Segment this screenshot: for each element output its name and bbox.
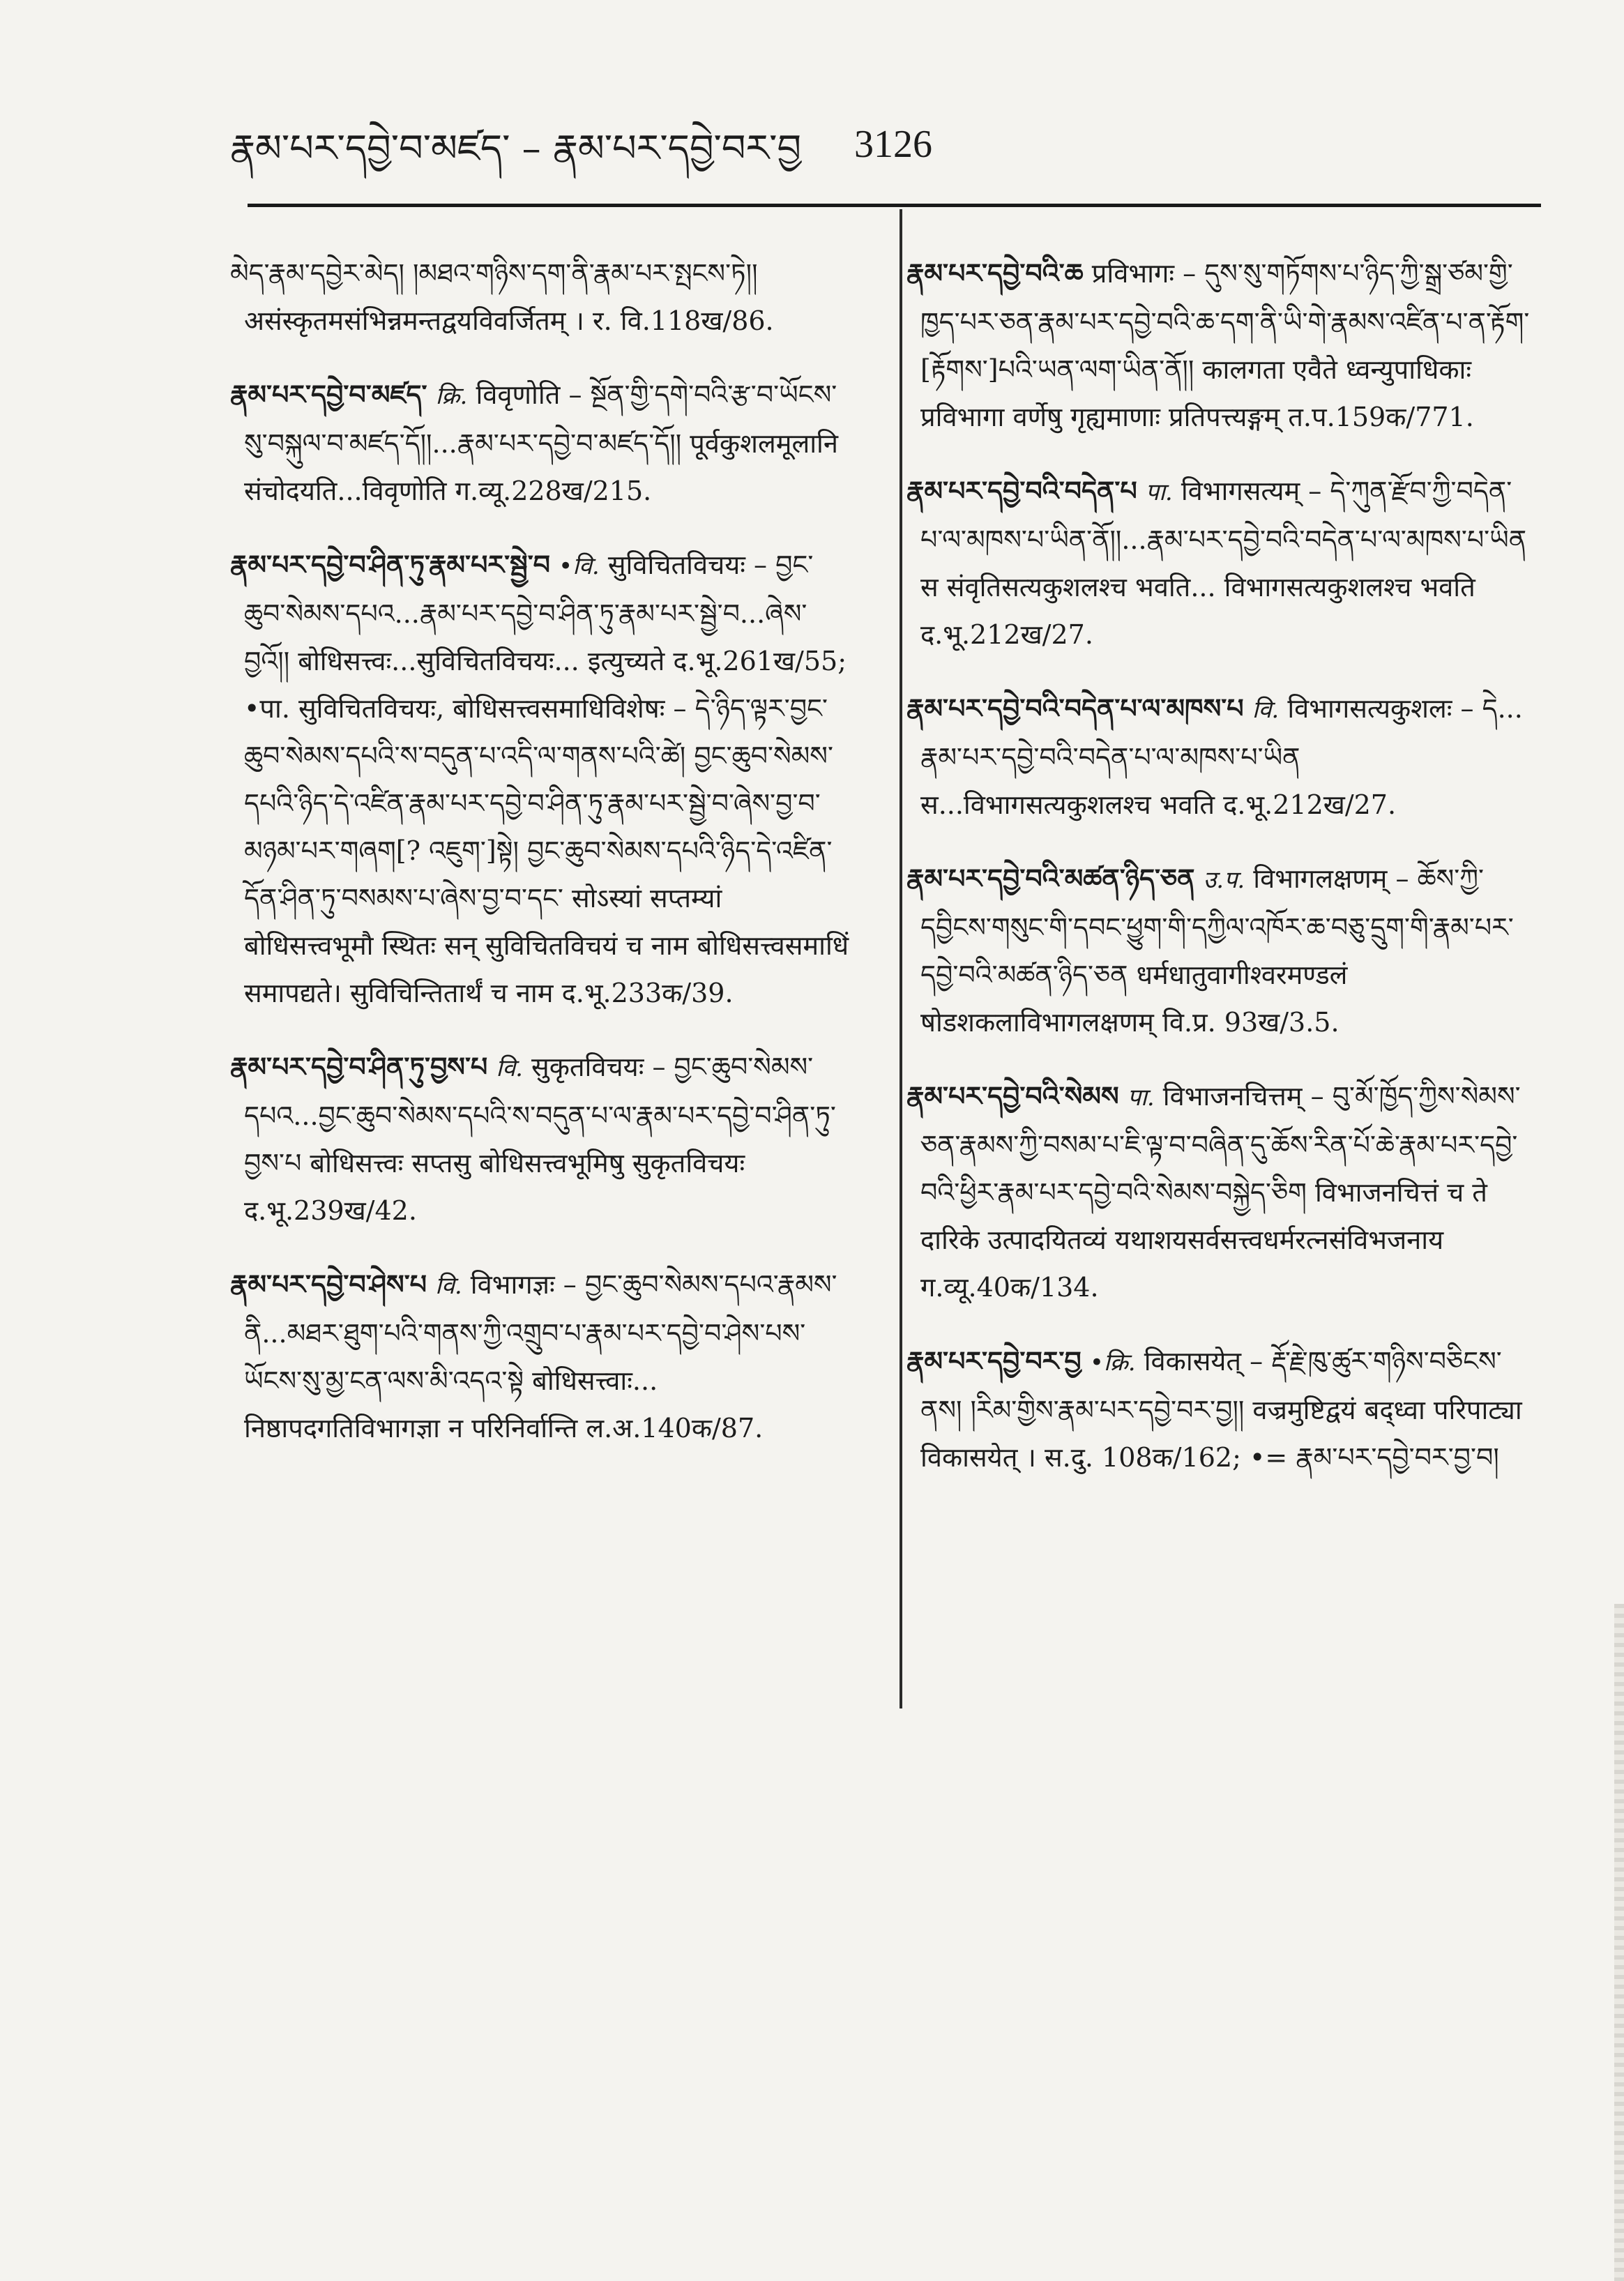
entry-headword: རྣམ་པར་དབྱེ་བ་མཛད་ [230, 379, 427, 410]
entry-grammar: पा. [1127, 1084, 1155, 1112]
entry-text: सुविचितविचयः – བྱང་ཆུབ་སེམས་དཔའ...རྣམ་པར་དབྱེ་བ་ཤིན་ཏུ་རྣམ་པར་སྦྱེ་བ...ཞེས་བྱའོ།། बोधिसत्त्वः...सुविचितविचयः... इत्युच्यते द.भू.261ख/55; •पा. सुविचितविचयः, बोधिसत्त्वसमाधिविशेषः – དེ་ཉིད་ལྟར་བྱང་ཆུབ་སེམས་དཔའི་ས་བདུན་པ་འདི་ལ་གནས་པའི་ཚེ། བྱང་ཆུབ་སེམས་དཔའི་ཉིད་དེ་འཛིན་རྣམ་པར་དབྱེ་བ་ཤིན་ཏུ་རྣམ་པར་སྦྱེ་བ་ཞེས་བྱ་བ་མཉམ་པར་གཞག[? འཇུག་]སྟེ། བྱང་ཆུབ་སེམས་དཔའི་ཉིད་དེ་འཛིན་དོན་ཤིན་ཏུ་བསམས་པ་ཞེས་བྱ་བ་དང་ सोऽस्यां सप्तम्यां बोधिसत्त्वभूमौ स्थितः सन् सुविचितविचयं च नाम बोधिसत्त्वसमाधिं समापद्यते। सुविचिन्तितार्थं च नाम द.भू.233क/39. [244, 550, 849, 1008]
entry-headword: རྣམ་པར་དབྱེ་བ་ཤིན་ཏུ་རྣམ་པར་སྦྱེ་བ [230, 550, 551, 580]
dictionary-entry [230, 1261, 851, 1452]
scan-edge [1614, 1604, 1624, 2281]
header-rule [248, 204, 1541, 207]
dictionary-entry [230, 371, 851, 515]
entry-text: प्रविभागः – དུས་སུ་གཏོགས་པ་ཉིད་ཀྱི་སྒྲ་ཙམ་གྱི་ཁྱད་པར་ཅན་རྣམ་པར་དབྱེ་བའི་ཆ་དག་ནི་ཡི་གེ་རྣམས་འཛིན་པ་ན་རྟོག་[རྟོགས་]པའི་ཡན་ལག་ཡིན་ནོ།། कालगता एवैते ध्वन्युपाधिकाः प्रविभागा वर्णेषु गृह्यमाणाः प्रतिपत्त्यङ्गम् त.प.159क/771. [920, 258, 1530, 432]
entry-headword: རྣམ་པར་དབྱེ་བའི་མཚན་ཉིད་ཅན [906, 863, 1195, 894]
entry-grammar: वि. [1252, 696, 1280, 724]
entry-text: सुकृतविचयः – བྱང་ཆུབ་སེམས་དཔའ...བྱང་ཆུབ་སེམས་དཔའི་ས་བདུན་པ་ལ་རྣམ་པར་དབྱེ་བ་ཤིན་ཏུ་བྱས་པ बोधिसत्त्वः सप्तसु बोधिसत्त्वभूमिषु सुकृतविचयः द.भू.239ख/42. [244, 1052, 836, 1226]
entry-text: विभाजनचित्तम् – བུ་མོ་ཁྱོད་ཀྱིས་སེམས་ཅན་རྣམས་ཀྱི་བསམ་པ་ཇི་ལྟ་བ་བཞིན་དུ་ཆོས་རིན་པོ་ཆེ་རྣམ་པར་དབྱེ་བའི་ཕྱིར་རྣམ་པར་དབྱེ་བའི་སེམས་བསྐྱེད་ཅིག विभाजनचित्तं च ते दारिके उत्पादयितव्यं यथाशयसर्वसत्त्वधर्मरत्नसंविभजनाय ग.व्यू.40क/134. [920, 1081, 1521, 1303]
dictionary-entry [230, 1043, 851, 1234]
entry-headword: རྣམ་པར་དབྱེ་བའི་བདེན་པ [906, 476, 1137, 506]
dictionary-entry [906, 1337, 1534, 1481]
entry-grammar: वि. [496, 1054, 523, 1082]
entry-grammar: वि. [435, 1272, 462, 1300]
dictionary-entry [906, 467, 1534, 658]
entry-text: विभागज्ञः – བྱང་ཆུབ་སེམས་དཔའ་རྣམས་ནི...མཐར་ཐུག་པའི་གནས་ཀྱི་འགྲུབ་པ་རྣམ་པར་དབྱེ་བ་ཤེས་པས་ཡོངས་སུ་མྱ་ངན་ལས་མི་འདའ་སྟེ बोधिसत्त्वाः... निष्ठापदगतिविभागज्ञा न परिनिर्वान्ति ल.अ.140क/87. [244, 1269, 837, 1443]
entry-text: विभागसत्यकुशलः – དེ... རྣམ་པར་དབྱེ་བའི་བདེན་པ་ལ་མཁས་པ་ཡིན स...विभागसत्यकुशलश्च भवति द.भू.212ख/27. [920, 693, 1523, 820]
page-number: 3126 [854, 123, 932, 166]
page-header [230, 105, 1555, 188]
dictionary-entry [906, 855, 1534, 1046]
column-divider [900, 209, 902, 1708]
entry-headword: རྣམ་པར་དབྱེ་བའི་ཆ [906, 258, 1084, 289]
running-title: རྣམ་པར་དབྱེ་བ་མཛད་ – རྣམ་པར་དབྱེ་བར་བྱ [230, 126, 802, 170]
entry-headword: རྣམ་པར་དབྱེ་བའི་སེམས [906, 1081, 1119, 1112]
entry-grammar: उ.प. [1203, 866, 1245, 894]
dictionary-entry [906, 1073, 1534, 1311]
dictionary-entry [230, 250, 851, 344]
entry-headword: རྣམ་པར་དབྱེ་བ་ཤིན་ཏུ་བྱས་པ [230, 1052, 488, 1082]
dictionary-entry [230, 541, 851, 1017]
entry-headword: རྣམ་པར་དབྱེ་བར་བྱ [906, 1346, 1082, 1377]
entry-text: विभागसत्यम् – དེ་ཀུན་རྫོབ་ཀྱི་བདེན་པ་ལ་མཁས་པ་ཡིན་ནོ།།...རྣམ་པར་དབྱེ་བའི་བདེན་པ་ལ་མཁས་པ་ཡིན स संवृतिसत्यकुशलश्च भवति... विभागसत्यकुशलश्च भवति द.भू.212ख/27. [920, 476, 1527, 650]
entry-text: विवृणोति – སྔོན་གྱི་དགེ་བའི་རྩ་བ་ཡོངས་སུ་བསྐུལ་བ་མཛད་དོ།།...རྣམ་པར་དབྱེ་བ་མཛད་དོ།། पूर्वकुशलमूलानि संचोदयति...विवृणोति ग.व्यू.228ख/215. [244, 379, 838, 506]
dictionary-entry [906, 250, 1534, 441]
entry-grammar: •वि. [559, 552, 600, 580]
entry-grammar: क्रि. [435, 382, 468, 410]
dictionary-entry [906, 685, 1534, 828]
entry-grammar: पा. [1145, 478, 1173, 506]
entry-text: མེད་རྣམ་དབྱེར་མེད། །མཐའ་གཉིས་དག་ནི་རྣམ་པར་སྤངས་ཏེ།། असंस्कृतमसंभिन्नमन्तद्वयविवर्जितम् । र. वि.118ख/86. [230, 258, 774, 336]
left-column [230, 223, 851, 1470]
entry-grammar: •क्रि. [1089, 1349, 1136, 1377]
right-column [906, 223, 1534, 1499]
entry-text: विकासयेत् – རྡོ་རྗེ་ཁུ་ཚུར་གཉིས་བཅིངས་ནས། །རིམ་གྱིས་རྣམ་པར་དབྱེ་བར་བྱ།། वज्रमुष्टिद्वयं बद्ध्वा परिपाट्या विकासयेत् । स.दु. 108क/162; •= རྣམ་པར་དབྱེ་བར་བྱ་བ། [920, 1346, 1522, 1473]
entry-headword: རྣམ་པར་དབྱེ་བ་ཤེས་པ [230, 1269, 427, 1300]
entry-text: विभागलक्षणम् – ཆོས་ཀྱི་དབྱིངས་གསུང་གི་དབང་ཕྱུག་གི་དཀྱིལ་འཁོར་ཆ་བཅུ་དྲུག་གི་རྣམ་པར་དབྱེ་བའི་མཚན་ཉིད་ཅན धर्मधातुवागीश्वरमण्डलं षोडशकलाविभागलक्षणम् वि.प्र. 93ख/3.5. [920, 863, 1514, 1038]
entry-headword: རྣམ་པར་དབྱེ་བའི་བདེན་པ་ལ་མཁས་པ [906, 693, 1244, 724]
